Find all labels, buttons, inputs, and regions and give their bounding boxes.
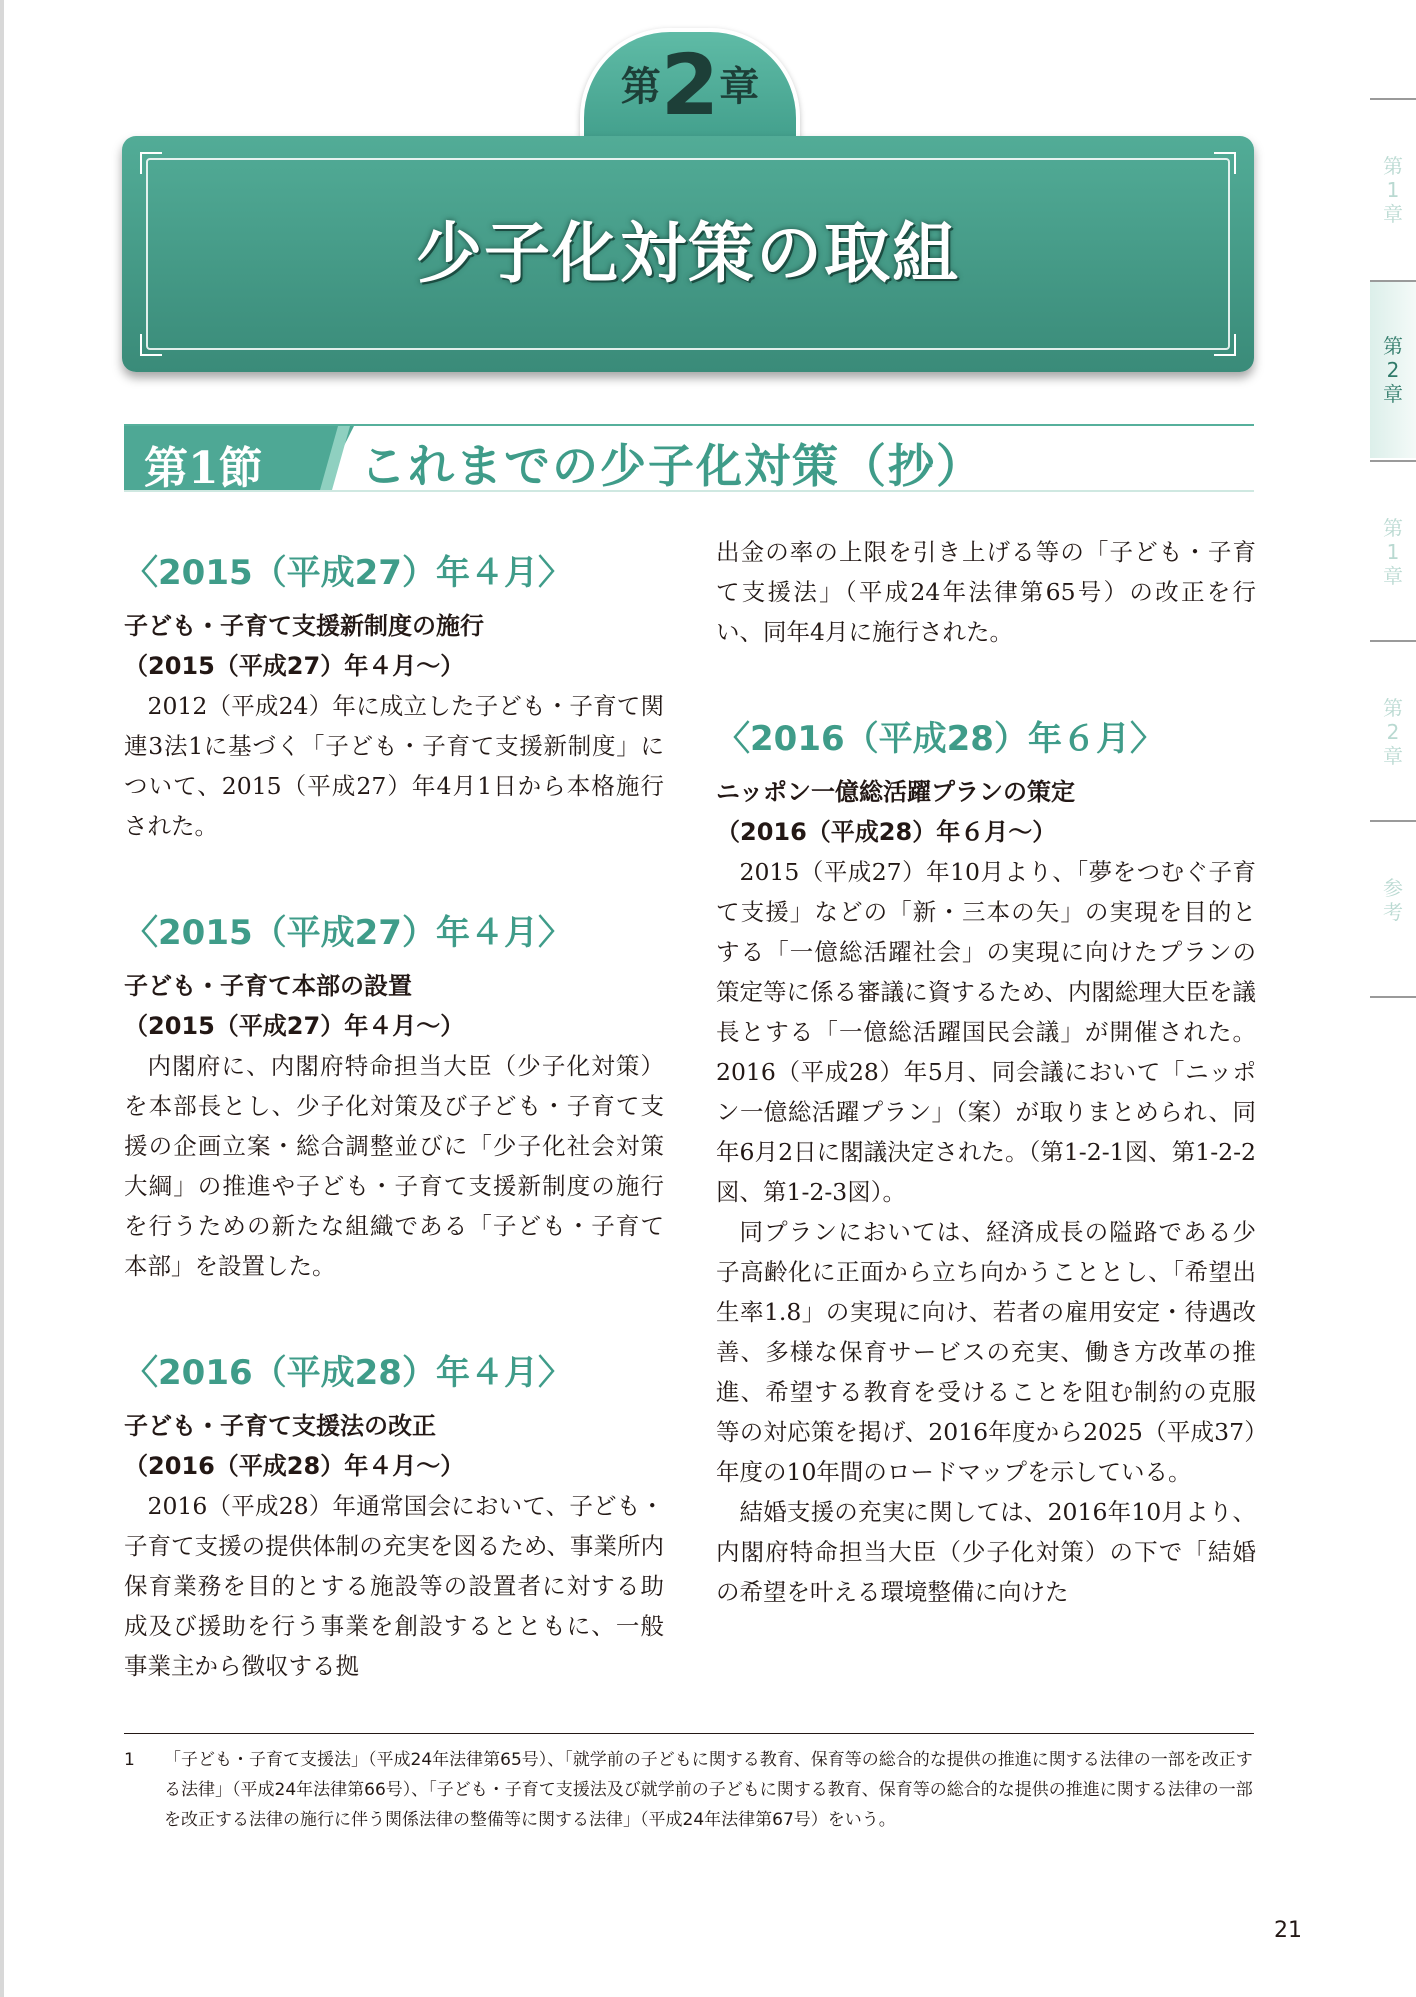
page-edge — [0, 0, 4, 1997]
footnote — [124, 1745, 1254, 1835]
section-number: 第1節 — [144, 443, 263, 494]
frame-corner-ornament — [1214, 152, 1236, 174]
chapter-suffix: 章 — [719, 64, 760, 110]
side-nav-divider — [1370, 820, 1416, 822]
side-nav-divider — [1370, 98, 1416, 100]
page-number: 21 — [1274, 1918, 1302, 1943]
left-column — [124, 540, 664, 1686]
section-rule-top — [124, 424, 1254, 426]
topic-heading: 子ども・子育て支援新制度の施行 — [124, 612, 484, 640]
chapter-label — [580, 36, 800, 134]
footnote-text: 「子ども・子育て支援法」（平成24年法律第65号）、「就学前の子どもに関する教育、保育等の総合的な提供の推進に関する法律の一部を改正する法律」（平成24年法律第66号）、「子ども・子育て支援法及び就学前の子どもに関する教育、保育等の総合的な提供の推進に関する法律の一部を改正する法律の施行に伴う関係法律の整備等に関する法律」（平成24年法律第67号）をいう。 — [164, 1750, 1253, 1830]
section-title: これまでの少子化対策（抄） — [360, 439, 984, 493]
side-nav-item-chapter1[interactable]: 第 1 章 — [1383, 154, 1403, 226]
chapter-prefix: 第 — [620, 64, 661, 110]
chapter-number: 2 — [660, 36, 720, 134]
date-heading: 〈2015（平成27）年４月〉 — [124, 553, 572, 593]
topic-heading: 子ども・子育て本部の設置 — [124, 972, 412, 1000]
side-nav-divider — [1370, 460, 1416, 462]
date-heading: 〈2015（平成27）年４月〉 — [124, 913, 572, 953]
body-paragraph: 2012（平成24）年に成立した子ども・子育て関連3法1に基づく「子ども・子育て支援新制度」について、2015（平成27）年4月1日から本格施行された。 — [124, 692, 664, 840]
chapter-title: 少子化対策の取組 — [416, 215, 960, 292]
body-paragraph-continued: 出金の率の上限を引き上げる等の「子ども・子育て支援法」（平成24年法律第65号）の改正を行い、同年4月に施行された。 — [716, 538, 1256, 646]
body-paragraph: 2016（平成28）年通常国会において、子ども・子育て支援の提供体制の充実を図るため、事業所内保育業務を目的とする施設等の設置者に対する助成及び援助を行う事業を創設するとともに、一般事業主から徴収する拠 — [124, 1492, 664, 1680]
side-nav-divider — [1370, 640, 1416, 642]
topic-heading: ニッポン一億総活躍プランの策定 — [716, 778, 1076, 806]
side-nav-divider — [1370, 280, 1416, 282]
topic-period: （2015（平成27）年４月〜） — [124, 652, 465, 680]
side-nav-item-reference[interactable]: 参 考 — [1383, 876, 1403, 924]
side-nav-divider — [1370, 996, 1416, 998]
topic-heading: 子ども・子育て支援法の改正 — [124, 1412, 436, 1440]
date-heading: 〈2016（平成28）年４月〉 — [124, 1353, 572, 1393]
footnote-number: 1 — [124, 1750, 135, 1770]
date-heading: 〈2016（平成28）年６月〉 — [716, 719, 1164, 759]
right-column — [716, 532, 1256, 1612]
frame-corner-ornament — [140, 152, 162, 174]
topic-period: （2016（平成28）年４月〜） — [124, 1452, 465, 1480]
body-paragraph: 同プランにおいては、経済成長の隘路である少子高齢化に正面から立ち向かうこととし、「希望出生率1.8」の実現に向け、若者の雇用安定・待遇改善、多様な保育サービスの充実、働き方改革の推進、希望する教育を受けることを阻む制約の克服等の対応策を掲げ、2016年度から2025（平成37）年度の10年間のロードマップを示している。 — [716, 1218, 1256, 1486]
frame-corner-ornament — [1214, 334, 1236, 356]
body-paragraph: 結婚支援の充実に関しては、2016年10月より、内閣府特命担当大臣（少子化対策）の下で「結婚の希望を叶える環境整備に向けた — [716, 1498, 1256, 1606]
chapter-banner — [122, 136, 1254, 372]
topic-period: （2015（平成27）年４月〜） — [124, 1012, 465, 1040]
side-nav-item-part-chapter1[interactable]: 第 1 章 — [1383, 516, 1403, 588]
body-paragraph: 内閣府に、内閣府特命担当大臣（少子化対策）を本部長とし、少子化対策及び子ども・子育て支援の企画立案・総合調整並びに「少子化社会対策大綱」の推進や子ども・子育て支援新制度の施行を行うための新たな組織である「子ども・子育て本部」を設置した。 — [124, 1052, 664, 1280]
body-paragraph: 2015（平成27）年10月より、「夢をつむぐ子育て支援」などの「新・三本の矢」の実現を目的とする「一億総活躍社会」の実現に向けたプランの策定等に係る審議に資するため、内閣総理大臣を議長とする「一億総活躍国民会議」が開催された。2016（平成28）年5月、同会議において「ニッポン一億総活躍プラン」（案）が取りまとめられ、同年6月2日に閣議決定された。（第1-2-1図、第1-2-2図、第1-2-3図）。 — [716, 858, 1256, 1206]
topic-period: （2016（平成28）年６月〜） — [716, 818, 1057, 846]
side-nav-item-part-chapter2[interactable]: 第 2 章 — [1383, 696, 1403, 768]
footnote-rule — [124, 1733, 1254, 1734]
side-nav-item-chapter2[interactable]: 第 2 章 — [1383, 334, 1403, 406]
frame-corner-ornament — [140, 334, 162, 356]
